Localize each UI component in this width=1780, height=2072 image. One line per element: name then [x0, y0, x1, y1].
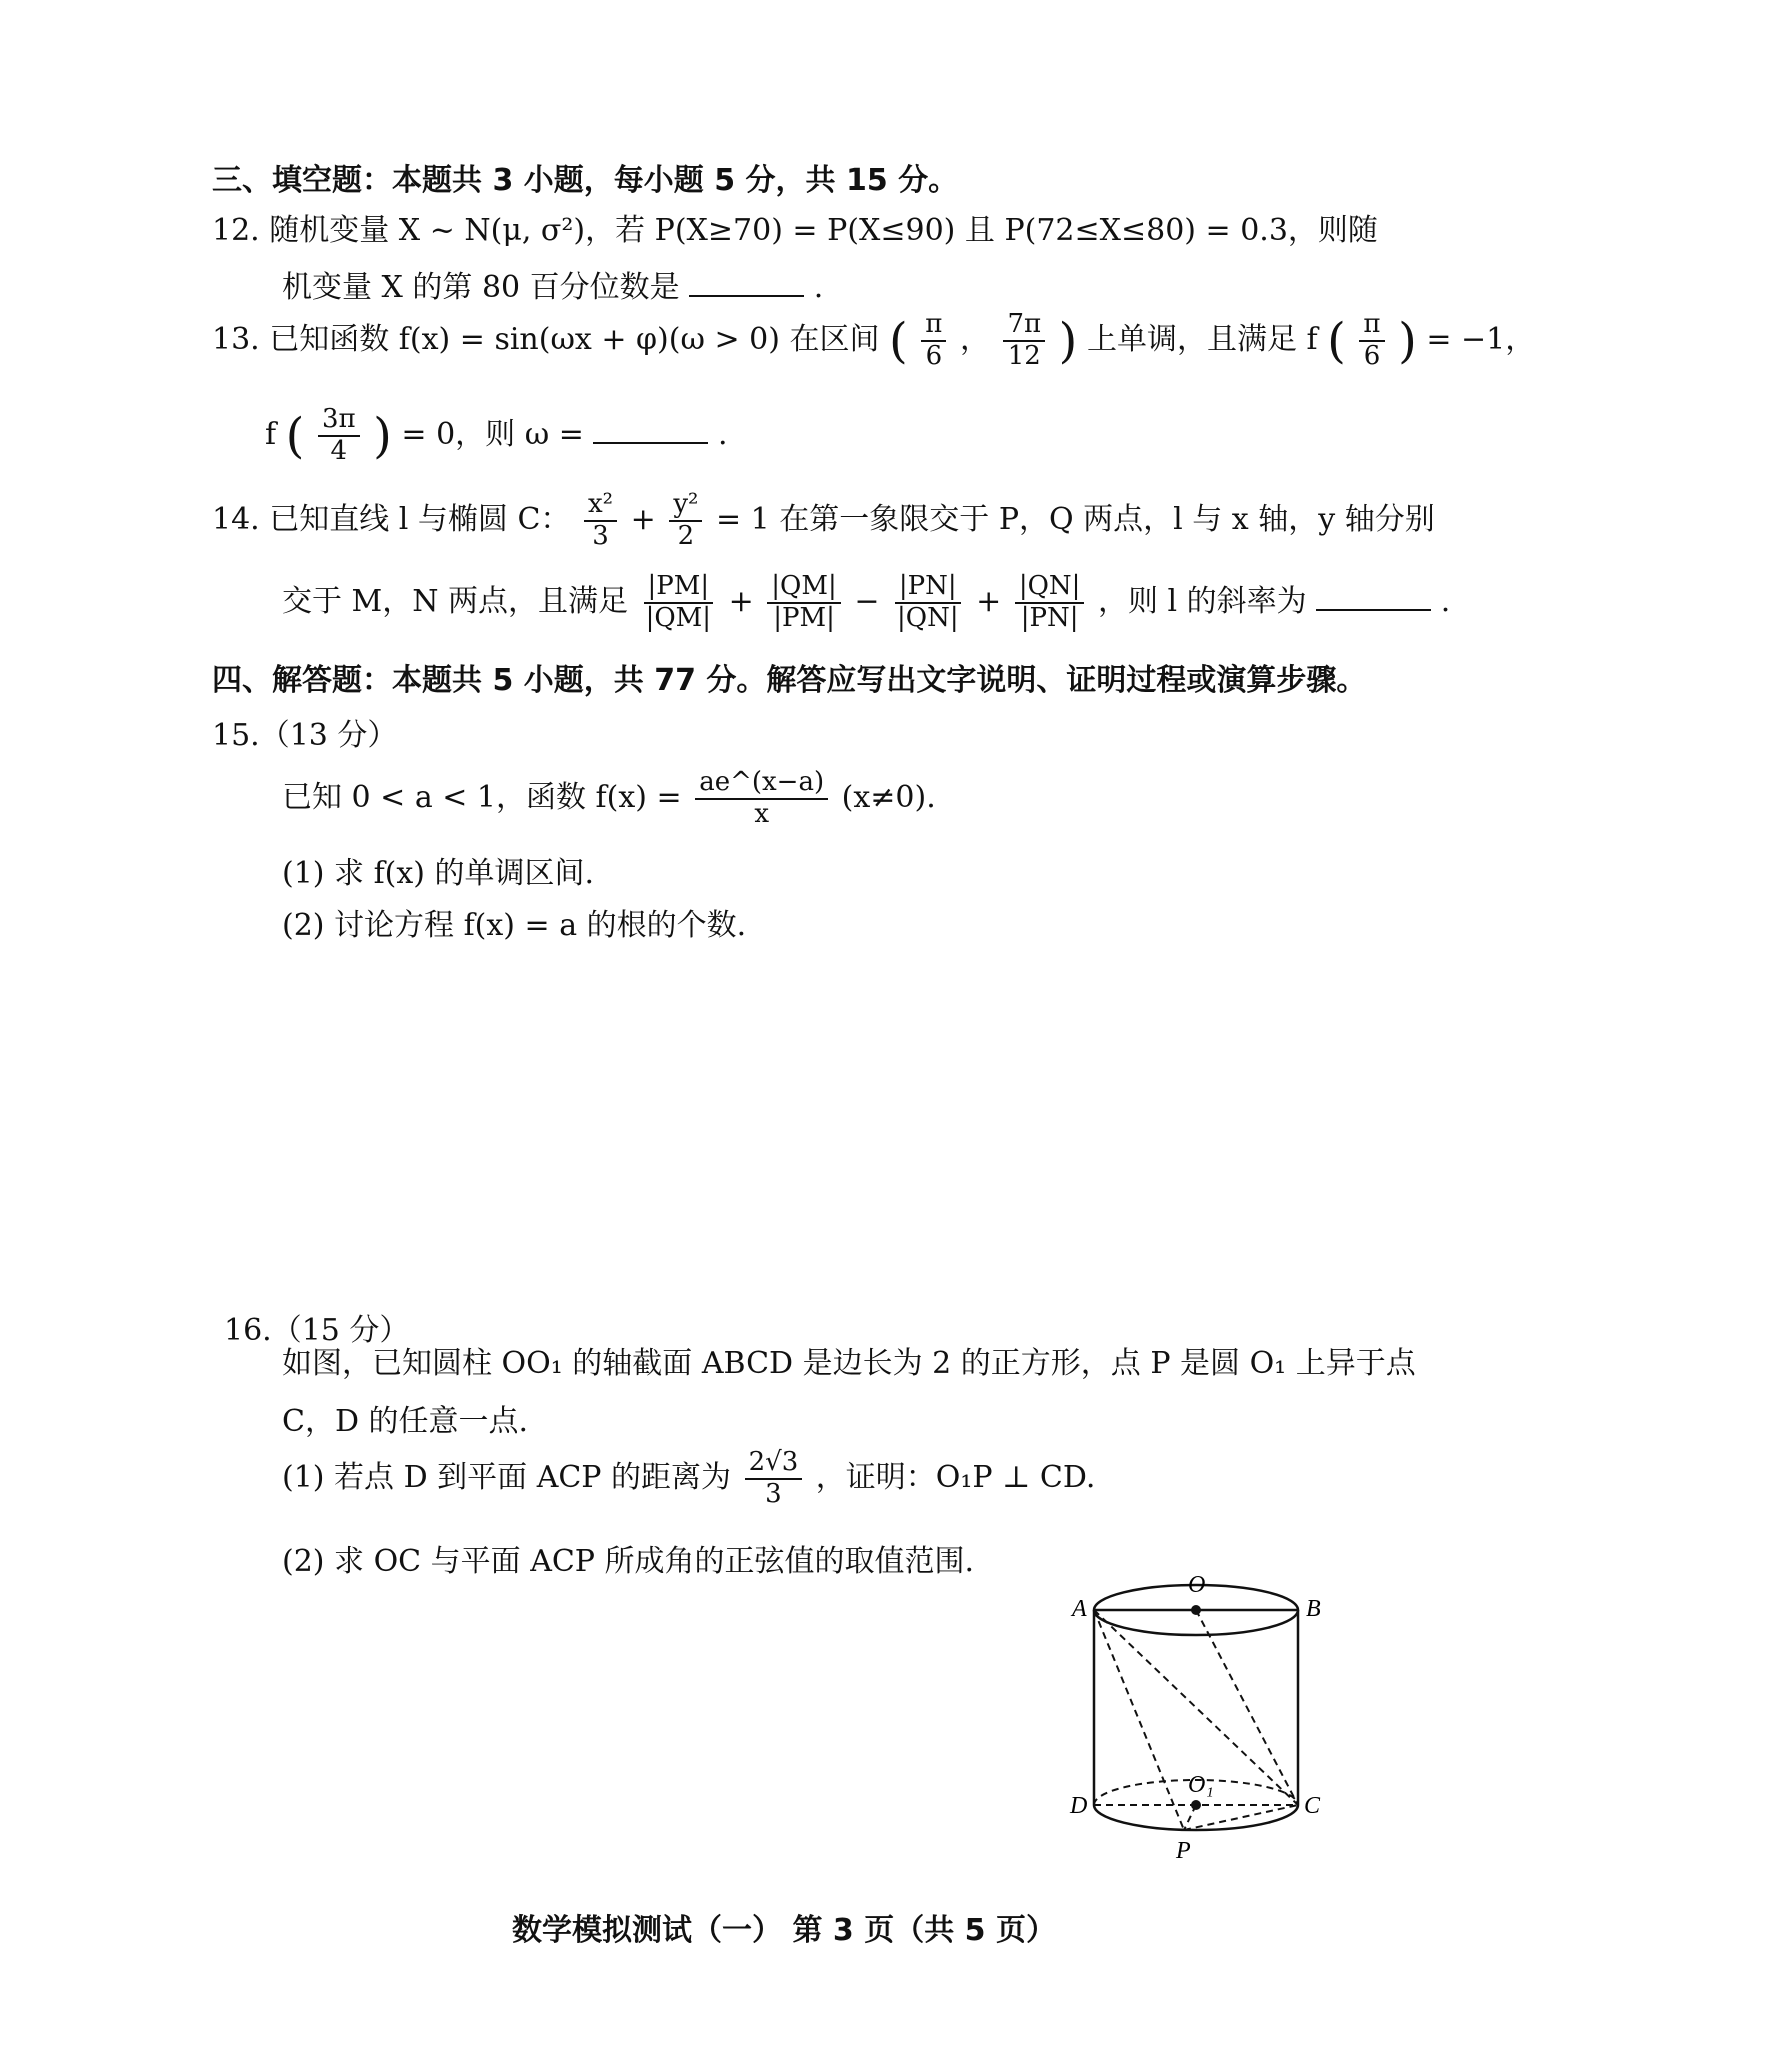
open-paren: (	[285, 407, 305, 464]
point-O1	[1191, 1800, 1201, 1810]
minus: −	[854, 583, 880, 619]
question-14-line-2	[282, 572, 1450, 634]
question-15-stem	[282, 768, 936, 830]
answer-blank	[593, 416, 708, 444]
question-number: 14.	[212, 501, 260, 537]
fraction-7pi-12: $\frac{7\pi}{12}$	[1003, 310, 1045, 372]
question-16-part-2: (2) 求 OC 与平面 ACP 所成角的正弦值的取值范围.	[282, 1544, 975, 1579]
plus: +	[976, 583, 1002, 619]
fraction-pi-6: $\frac{\pi}{6}$	[1359, 310, 1384, 372]
answer-blank	[689, 269, 804, 297]
close-paren: )	[373, 407, 392, 464]
question-16-part-1	[282, 1448, 1095, 1510]
question-13-line-1	[212, 310, 1535, 372]
question-text: ，证明：O₁P ⊥ CD.	[815, 1459, 1096, 1495]
question-text: 交于 M，N 两点，且满足	[282, 583, 629, 619]
question-number: 13.	[212, 321, 260, 357]
end-punct: .	[717, 416, 728, 452]
question-text: (x≠0).	[841, 779, 936, 815]
question-text: 机变量 X 的第 80 百分位数是	[282, 270, 680, 305]
question-text: 已知直线 l 与椭圆 C：	[269, 501, 571, 537]
question-16-line-2: C，D 的任意一点.	[282, 1404, 529, 1439]
segment-PC	[1184, 1805, 1298, 1830]
label-D: D	[1070, 1793, 1088, 1819]
question-text: 已知函数 f(x) = sin(ωx + φ)(ω > 0) 在区间	[269, 321, 880, 357]
close-paren: )	[1058, 312, 1078, 369]
label-O: O	[1188, 1572, 1206, 1598]
label-A: A	[1072, 1596, 1087, 1622]
fraction-3pi-4: $\frac{3\pi}{4}$	[318, 405, 360, 467]
open-paren: (	[889, 312, 908, 369]
fraction-pi-6: $\frac{\pi}{6}$	[921, 310, 946, 372]
label-B: B	[1306, 1596, 1321, 1622]
question-12-line-1	[212, 205, 1378, 249]
question-text-tail: = −1，	[1426, 321, 1536, 357]
function-symbol: f	[265, 416, 277, 452]
question-text: = 0，则 ω =	[401, 416, 584, 452]
question-number: 12.	[212, 213, 260, 248]
plus: +	[728, 583, 754, 619]
question-15-head: 15.（13 分）	[212, 718, 398, 753]
label-O1: O₁	[1188, 1772, 1214, 1798]
question-14-line-1	[212, 490, 1435, 552]
cylinder-figure	[1060, 1570, 1340, 1880]
close-paren: )	[1398, 312, 1417, 369]
plus: +	[630, 501, 656, 537]
question-16-line-1: 如图，已知圆柱 OO₁ 的轴截面 ABCD 是边长为 2 的正方形，点 P 是圆 O₁ 上异于点	[282, 1346, 1416, 1381]
question-16-head: 16.（15 分）	[224, 1313, 410, 1348]
fraction-qm-pm: $\frac{|QM|}{|PM|}$	[767, 572, 840, 634]
fraction-2sqrt3-3: $\frac{2√3}{3}$	[745, 1448, 803, 1510]
section-4-title: 四、解答题：本题共 5 小题，共 77 分。解答应写出文字说明、证明过程或演算步骤。	[212, 663, 1367, 698]
question-12-line-2	[282, 262, 823, 306]
question-text: (1) 若点 D 到平面 ACP 的距离为	[282, 1459, 732, 1495]
answer-blank	[1316, 583, 1431, 611]
section-3-title: 三、填空题：本题共 3 小题，每小题 5 分，共 15 分。	[212, 163, 959, 198]
question-text: 随机变量 X ~ N(μ, σ²)，若 P(X≥70) = P(X≤90) 且 P(72≤X≤80) = 0.3，则随	[269, 213, 1378, 248]
question-text-mid: 上单调，且满足 f	[1086, 321, 1318, 357]
fraction-x2-3: $\frac{\text{x²}}{3}$	[584, 490, 617, 552]
question-text: = 1 在第一象限交于 P，Q 两点，l 与 x 轴，y 轴分别	[715, 501, 1435, 537]
question-15-part-2: (2) 讨论方程 f(x) = a 的根的个数.	[282, 908, 747, 943]
label-C: C	[1304, 1793, 1321, 1819]
page-footer: 数学模拟测试（一） 第 3 页（共 5 页）	[512, 1913, 1056, 1948]
point-O	[1191, 1605, 1201, 1615]
segment-AP	[1094, 1610, 1184, 1830]
fraction-y2-2: $\frac{\text{y²}}{2}$	[669, 490, 702, 552]
end-punct: .	[1440, 583, 1451, 619]
comma: ，	[959, 321, 990, 357]
question-text: ，则 l 的斜率为	[1097, 583, 1307, 619]
fraction-function: $\frac{ae\^{}(x-a)}{x}$	[695, 768, 828, 830]
question-13-line-2	[265, 405, 727, 467]
fraction-pm-qm: $\frac{|PM|}{|QM|}$	[642, 572, 715, 634]
question-15-part-1: (1) 求 f(x) 的单调区间.	[282, 856, 595, 891]
fraction-qn-pn: $\frac{|QN|}{|PN|}$	[1015, 572, 1085, 634]
question-text: 已知 0 < a < 1，函数 f(x) =	[282, 779, 682, 815]
fraction-pn-qn: $\frac{|PN|}{|QN|}$	[893, 572, 963, 634]
label-P: P	[1176, 1838, 1191, 1864]
open-paren: (	[1327, 312, 1346, 369]
end-punct: .	[813, 270, 824, 305]
